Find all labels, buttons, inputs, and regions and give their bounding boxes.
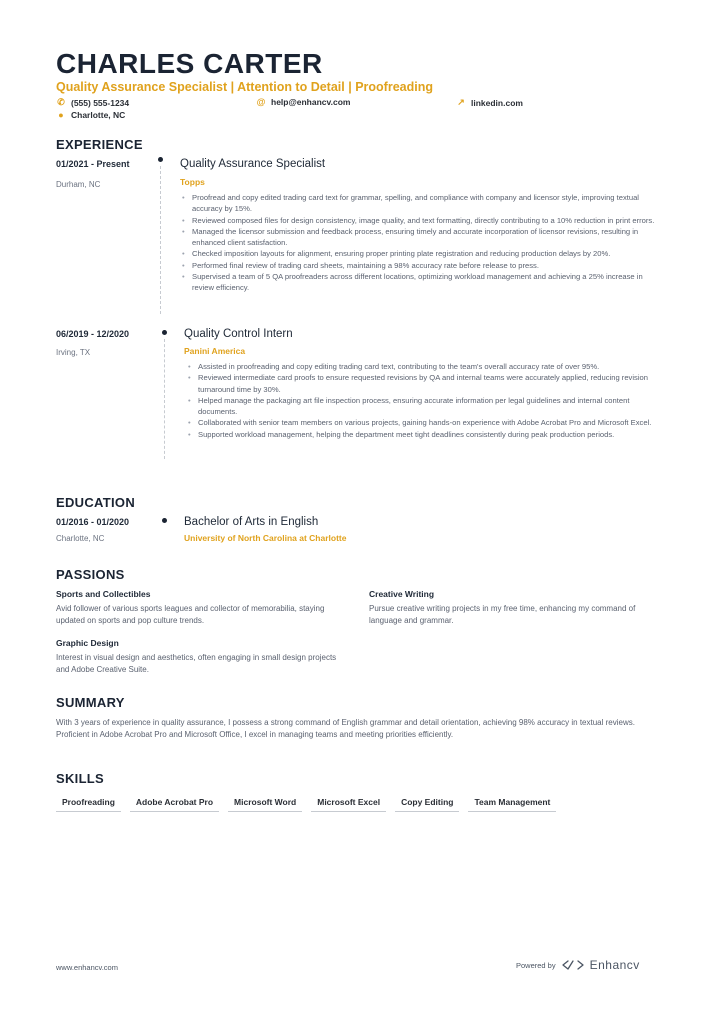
timeline-line xyxy=(160,166,161,314)
bullet: • Performed final review of trading card sheets, maintaining a 98% accuracy rate before release to press. xyxy=(180,260,664,271)
passions-heading: PASSIONS xyxy=(56,567,125,582)
bullet: • Managed the licensor submission and feedback process, ensuring timely and accurate incorporation of licensor revisions, resulting in enhanced client satisfaction. xyxy=(180,226,664,249)
contact-email xyxy=(256,97,350,107)
bullet: • Helped manage the packaging art file inspection process, ensuring accurate information per legal guidelines and internal content documents. xyxy=(186,395,660,418)
skill-tag: Copy Editing xyxy=(395,797,459,812)
phone-text: (555) 555-1234 xyxy=(71,97,130,108)
bullet: • Supported workload management, helping the department meet tight deadlines consistently during peak production periods. xyxy=(186,429,660,440)
bullet: • Reviewed intermediate card proofs to ensure requested revisions by QA and internal teams were accurately applied, reducing revision turnaround time by 30%. xyxy=(186,372,660,395)
passion-2-title: Creative Writing xyxy=(369,589,435,599)
job-1-company: Topps xyxy=(180,177,205,187)
timeline-line xyxy=(164,339,165,459)
job-2-company: Panini America xyxy=(184,346,246,356)
contact-phone xyxy=(56,97,129,108)
timeline-dot xyxy=(158,157,163,162)
edu-degree: Bachelor of Arts in English xyxy=(184,516,319,528)
email-text: help@enhancv.com xyxy=(271,97,351,107)
experience-heading: EXPERIENCE xyxy=(56,137,143,152)
summary-heading: SUMMARY xyxy=(56,695,125,710)
skill-tag: Proofreading xyxy=(56,797,121,812)
education-heading: EDUCATION xyxy=(56,495,136,510)
footer-website[interactable]: www.enhancv.com xyxy=(56,963,118,972)
skill-tag: Microsoft Excel xyxy=(311,797,386,812)
passion-2-desc: Pursue creative writing projects in my free time, enhancing my command of language and grammar. xyxy=(369,604,636,625)
contact-website xyxy=(456,97,523,108)
job-1-role: Quality Assurance Specialist xyxy=(180,158,326,170)
skill-tag: Adobe Acrobat Pro xyxy=(130,797,219,812)
enhancv-logo-icon xyxy=(562,959,584,971)
skills-heading: SKILLS xyxy=(56,771,105,786)
edu-school: University of North Carolina at Charlotte xyxy=(184,533,347,543)
contact-location xyxy=(56,110,125,120)
job-2-role: Quality Control Intern xyxy=(184,328,293,340)
job-2-dates: 06/2019 - 12/2020 xyxy=(56,329,130,339)
job-2-bullets xyxy=(186,361,660,440)
timeline-dot xyxy=(162,518,167,523)
edu-dates: 01/2016 - 01/2020 xyxy=(56,517,130,527)
powered-by-text: Powered by xyxy=(516,960,556,970)
candidate-subtitle: Quality Assurance Specialist | Attention to Detail | Proofreading xyxy=(56,80,433,94)
bullet: • Checked imposition layouts for alignment, ensuring proper printing plate registration and reducing production delays by 20%. xyxy=(180,248,664,259)
link-icon: ↗ xyxy=(457,97,465,107)
footer-branding xyxy=(516,958,640,972)
bullet: • Reviewed composed files for design consistency, image quality, and text formatting, directly contributing to a 10% reduction in print errors. xyxy=(180,215,664,226)
timeline-dot xyxy=(162,330,167,335)
skill-tag: Microsoft Word xyxy=(228,797,302,812)
passion-3-title: Graphic Design xyxy=(56,638,119,648)
bullet: • Assisted in proofreading and copy editing trading card text, contributing to the team's overall accuracy rate of over 95%. xyxy=(186,361,660,372)
candidate-name: CHARLES CARTER xyxy=(56,48,323,79)
summary-text: With 3 years of experience in quality assurance, I possess a strong command of English grammar and detail orientation, achieving 98% accuracy in textual reviews. Proficient in Adobe Acrobat Pro and Microsoft Office, I excel in managing teams and meeting priorities efficiently. xyxy=(56,718,635,739)
job-2-location: Irving, TX xyxy=(56,348,91,357)
location-pin-icon: ● xyxy=(58,110,64,120)
edu-location: Charlotte, NC xyxy=(56,534,105,543)
skills-list xyxy=(56,797,556,812)
passion-1-desc: Avid follower of various sports leagues and collector of memorabilia, staying updated on sports and pop culture trends. xyxy=(56,604,325,625)
website-text: linkedin.com xyxy=(471,97,523,108)
location-text: Charlotte, NC xyxy=(71,110,126,120)
passion-3-desc: Interest in visual design and aesthetics, often engaging in small design projects and Adobe Creative Suite. xyxy=(56,653,337,674)
bullet: • Supervised a team of 5 QA proofreaders across different locations, optimizing workload management and achieving a 25% increase in review efficiency. xyxy=(180,271,664,294)
job-1-location: Durham, NC xyxy=(56,180,101,189)
enhancv-brand-text: Enhancv xyxy=(589,958,640,972)
job-1-dates: 01/2021 - Present xyxy=(56,159,130,169)
skill-tag: Team Management xyxy=(468,797,556,812)
bullet: • Proofread and copy edited trading card text for grammar, spelling, and compliance with company and licensor style, improving textual accuracy by 15%. xyxy=(180,192,664,215)
job-1-bullets xyxy=(180,192,664,294)
bullet: • Collaborated with senior team members on various projects, gaining hands-on experience with Adobe Acrobat Pro and Microsoft Excel. xyxy=(186,417,660,428)
at-icon: @ xyxy=(256,97,266,107)
passion-1-title: Sports and Collectibles xyxy=(56,589,151,599)
phone-icon: ✆ xyxy=(57,97,65,107)
